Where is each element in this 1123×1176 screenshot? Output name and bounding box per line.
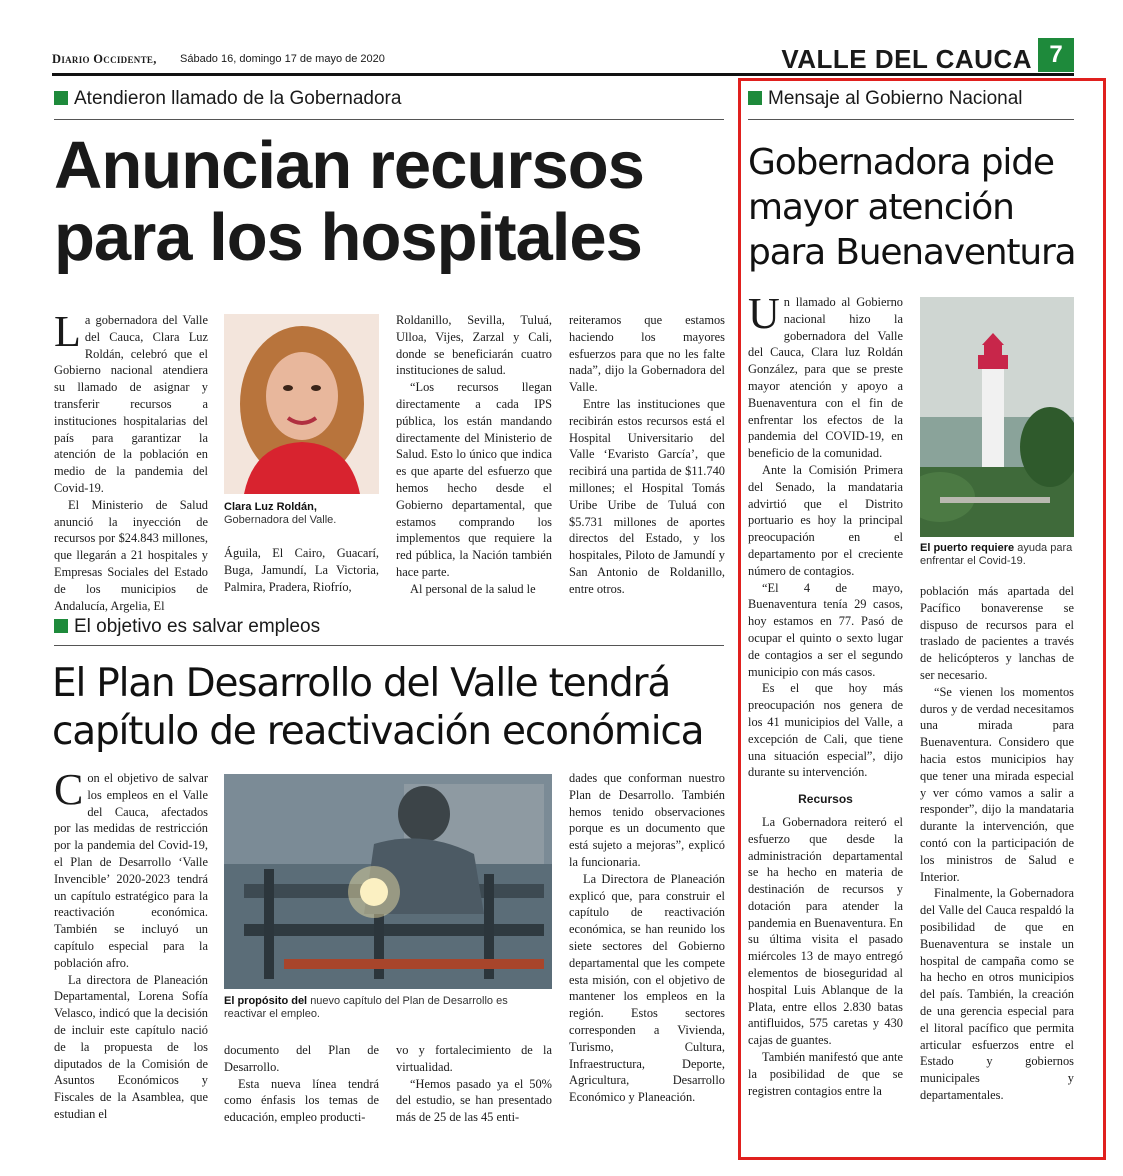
article1-headline [54, 130, 724, 274]
article2-col3-p1: vo y fortalecimiento de la virtualidad. [396, 1043, 552, 1074]
article2-col4-p2: La Directora de Planeación explicó que, para construir el capítulo de reactivación económica, se han reunido los siete sectores del Gobierno departamental que les compete esta misión, con el objetivo de mantener los empleos en la región. Estos sectores corresponden a Vivienda, Turismo, Cultura, Infraestructura, Deporte, Agricultura, Desarrollo Económico y Planeación. [569, 871, 725, 1105]
section-title: VALLE DEL CAUCA [781, 44, 1032, 74]
masthead [52, 41, 1074, 76]
lighthouse-caption-rest: ayuda para enfrentar el Covid-19. [920, 542, 1073, 567]
article3-col1-p1: n llamado al Gobierno nacional hizo la gobernadora del Valle del Cauca, Clara luz Roldán González, para que se preste mayor atención y apoyo a Buenaventura con el fin de enfrentar los efectos de la pandemia del COVID-19, en beneficio de la comunidad. [748, 295, 903, 461]
article2-col4-p1: dades que conforman nuestro Plan de Desarrollo. También hemos tenido observaciones porque es un documento que está sujeto a mejoras”, explicó la funcionaria. [569, 771, 725, 869]
article2-col1-p2: La directora de Planeación Departamental, Lorena Sofía Velasco, indicó que la decisión de incluir este capítulo nació de la propuesta de los diputados de la Comisión de Asuntos Económicos y Fiscales de la Asamblea, que estudian el [54, 972, 208, 1121]
welder-caption-rest: nuevo capítulo del Plan de Desarrollo es reactivar el empleo. [224, 995, 508, 1020]
article2-column1 [54, 765, 208, 1123]
article2-kicker-text: El objetivo es salvar empleos [74, 616, 321, 637]
article3-kicker-rule [748, 119, 1074, 120]
article1-kicker-rule [54, 119, 724, 120]
welder-photo-caption [224, 995, 552, 1021]
article1-dropcap: L [54, 307, 81, 356]
article1-col1-p1: a gobernadora del Valle del Cauca, Clara Luz Roldán, celebró que el Gobierno nacional atendiera su llamado de asignar y transferir recursos a instituciones hospitalarias del país para garantizar la atención de la población en medio de la pandemia del Covid-19. [54, 313, 208, 495]
article2-kicker-rule [54, 645, 724, 646]
issue-date: Sábado 16, domingo 17 de mayo de 2020 [180, 53, 385, 65]
article3-col1-p2: Ante la Comisión Primera del Senado, la mandataria advirtió que el Distrito portuario es hoy la principal preocupación en el departamento por el creciente número de contagios. [748, 462, 903, 578]
article1-column4 [569, 312, 725, 598]
article3-col2-p1: población más apartada del Pacífico bonaverense se dispuso de recursos para el traslado de pacientes a través de helicópteros y lanchas de ser necesario. [920, 584, 1074, 682]
article2-column2 [224, 1042, 379, 1126]
lighthouse-photo-caption [920, 542, 1074, 568]
article1-column1 [54, 307, 208, 614]
article3-headline-line2: mayor atención [748, 187, 1014, 228]
green-square-icon [54, 91, 68, 105]
article2-headline-line2: capítulo de reactivación económica [52, 709, 704, 754]
article1-column2 [224, 545, 379, 595]
article2-column4 [569, 770, 725, 1106]
article2-headline-line1: El Plan Desarrollo del Valle tendrá [52, 661, 671, 706]
article1-headline-line2: para los hospitales [54, 200, 642, 275]
article3-dropcap: U [748, 289, 780, 338]
article3-col2-p2: “Se vienen los momentos duros y de verdad necesitamos una mirada para Buenaventura. Considero que hacia estos municipios hay que tener una mirada especial y ver cómo vamos a salir a responder”, dijo la mandataria durante la intervención, que contó con la participación de los ministros de Salud e Interior. [920, 684, 1074, 884]
article2-kicker [54, 616, 320, 638]
welder-photo [224, 774, 552, 989]
article2-dropcap: C [54, 765, 84, 814]
lighthouse-caption-bold: El puerto requiere [920, 542, 1015, 554]
governor-caption-name: Clara Luz Roldán, [224, 501, 317, 513]
article1-col2-text: Águila, El Cairo, Guacarí, Buga, Jamundí, La Victoria, Palmira, Pradera, Riofrío, [224, 546, 379, 594]
article3-column2 [920, 583, 1074, 1104]
lighthouse-photo [920, 297, 1074, 537]
article3-headline-line3: para Buenaventura [748, 232, 1076, 273]
article3-kicker [748, 88, 1023, 110]
article1-col1-p2: El Ministerio de Salud anunció la inyección de recursos por $24.843 millones, que llegarán a 21 hospitales y Empresas Sociales del Estado de los municipios de Andalucía, Argelia, El [54, 497, 208, 613]
governor-photo-caption [224, 501, 379, 527]
article3-col1-p5: La Gobernadora reiteró el esfuerzo que desde la administración departamental se ha hecho en materia de destinación de recursos y dotación para atender la pandemia en Buenaventura. En su última visita el pasado miércoles 13 de mayo entregó elementos de bioseguridad al hospital Luis Ablanque de la Plata, entre ellos 2.830 batas antifluidos, 575 caretas y 430 cajas de guantes. [748, 814, 903, 1048]
green-square-icon [54, 619, 68, 633]
article1-col3-p3: Al personal de la salud le [410, 581, 536, 596]
article3-subhead: Recursos [798, 792, 853, 807]
article1-col3-p1: Roldanillo, Sevilla, Tuluá, Ulloa, Vijes, Zarzal y Cali, donde se beneficiarán cuatro instituciones de salud. [396, 313, 552, 378]
article1-col3-p2: “Los recursos llegan directamente a cada IPS pública, los están mandando directamente del Ministerio de Salud. Esto lo único que indica es que aparte del esfuerzo que hemos hecho desde el Gobierno departamental, que estamos comprando los implementos que requiere la red pública, la Nación también hace parte. [396, 380, 552, 579]
article2-column3 [396, 1042, 552, 1126]
article3-col1-p3: “El 4 de mayo, Buenaventura tenía 29 casos, hoy estamos en 77. Pasó de ocupar el quinto o sexto lugar de contagios a ser el segundo municipio con más casos. [748, 580, 903, 679]
article1-col4-p2: Entre las instituciones que recibirán estos recursos está el Hospital Universitario del Valle ‘Evaristo García’, que recibirá una partida de $11.740 millones; el Hospital Tomás Uribe Uribe de Tuluá con $5.731 millones de aportes directos del Estado, y los hospitales, Piloto de Jamundí y San Antonio de Roldanillo, entre otros. [569, 396, 725, 596]
governor-caption-role: Gobernadora del Valle. [224, 514, 337, 526]
page-number: 7 [1038, 38, 1074, 72]
article2-col2-p1: documento del Plan de Desarrollo. [224, 1043, 379, 1074]
welder-caption-bold: El propósito del [224, 995, 308, 1007]
governor-photo [224, 314, 379, 494]
article2-col3-p2: “Hemos pasado ya el 50% del estudio, se han presentado más de 25 de las 45 enti- [396, 1076, 552, 1125]
article2-col1-p1: on el objetivo de salvar los empleos en el Valle del Cauca, afectados por las medidas de restricción por la pandemia del Covid-19, el Plan de Desarrollo ‘Valle Invencible’ 2020-2023 tendrá un capítulo estratégico para la reactivación económica. También se incluyó un capítulo especial para la población afro. [54, 771, 208, 970]
article1-col4-p1: reiteramos que estamos haciendo los mayores esfuerzos para que no les falte nada”, dijo la Gobernadora del Valle. [569, 313, 725, 395]
article1-headline-line1: Anuncian recursos [54, 128, 644, 203]
article3-headline-line1: Gobernadora pide [748, 142, 1054, 183]
article1-kicker-text: Atendieron llamado de la Gobernadora [74, 88, 402, 109]
article3-headline [748, 140, 1078, 275]
newspaper-name: Diario Occidente, [52, 52, 157, 66]
article2-headline [52, 660, 732, 756]
article3-col2-p3: Finalmente, la Gobernadora del Valle del Cauca respaldó la posibilidad de que en Buenaventura se instale un hospital de campaña como se ha hecho en otros municipios del país. También, la creación de una gerencia especial para el litoral pacífico que permita articular esfuerzos entre el Estado y gobiernos municipales y departamentales. [920, 886, 1074, 1102]
article3-kicker-text: Mensaje al Gobierno Nacional [768, 88, 1023, 109]
article1-kicker [54, 88, 401, 110]
article3-col1-p4: Es el que hoy más preocupación nos genera de los 41 municipios del Valle, a excepción de Cali, que tiene una situación especial”, dijo durante su intervención. [748, 681, 903, 780]
green-square-icon [748, 91, 762, 105]
article1-column3 [396, 312, 552, 598]
article3-column1 [748, 289, 903, 1099]
article3-col1-p6: También manifestó que ante la posibilidad de que se registren contagios entre la [748, 1050, 903, 1098]
article2-col2-p2: Esta nueva línea tendrá como énfasis los temas de educación, empleo producti- [224, 1076, 379, 1125]
